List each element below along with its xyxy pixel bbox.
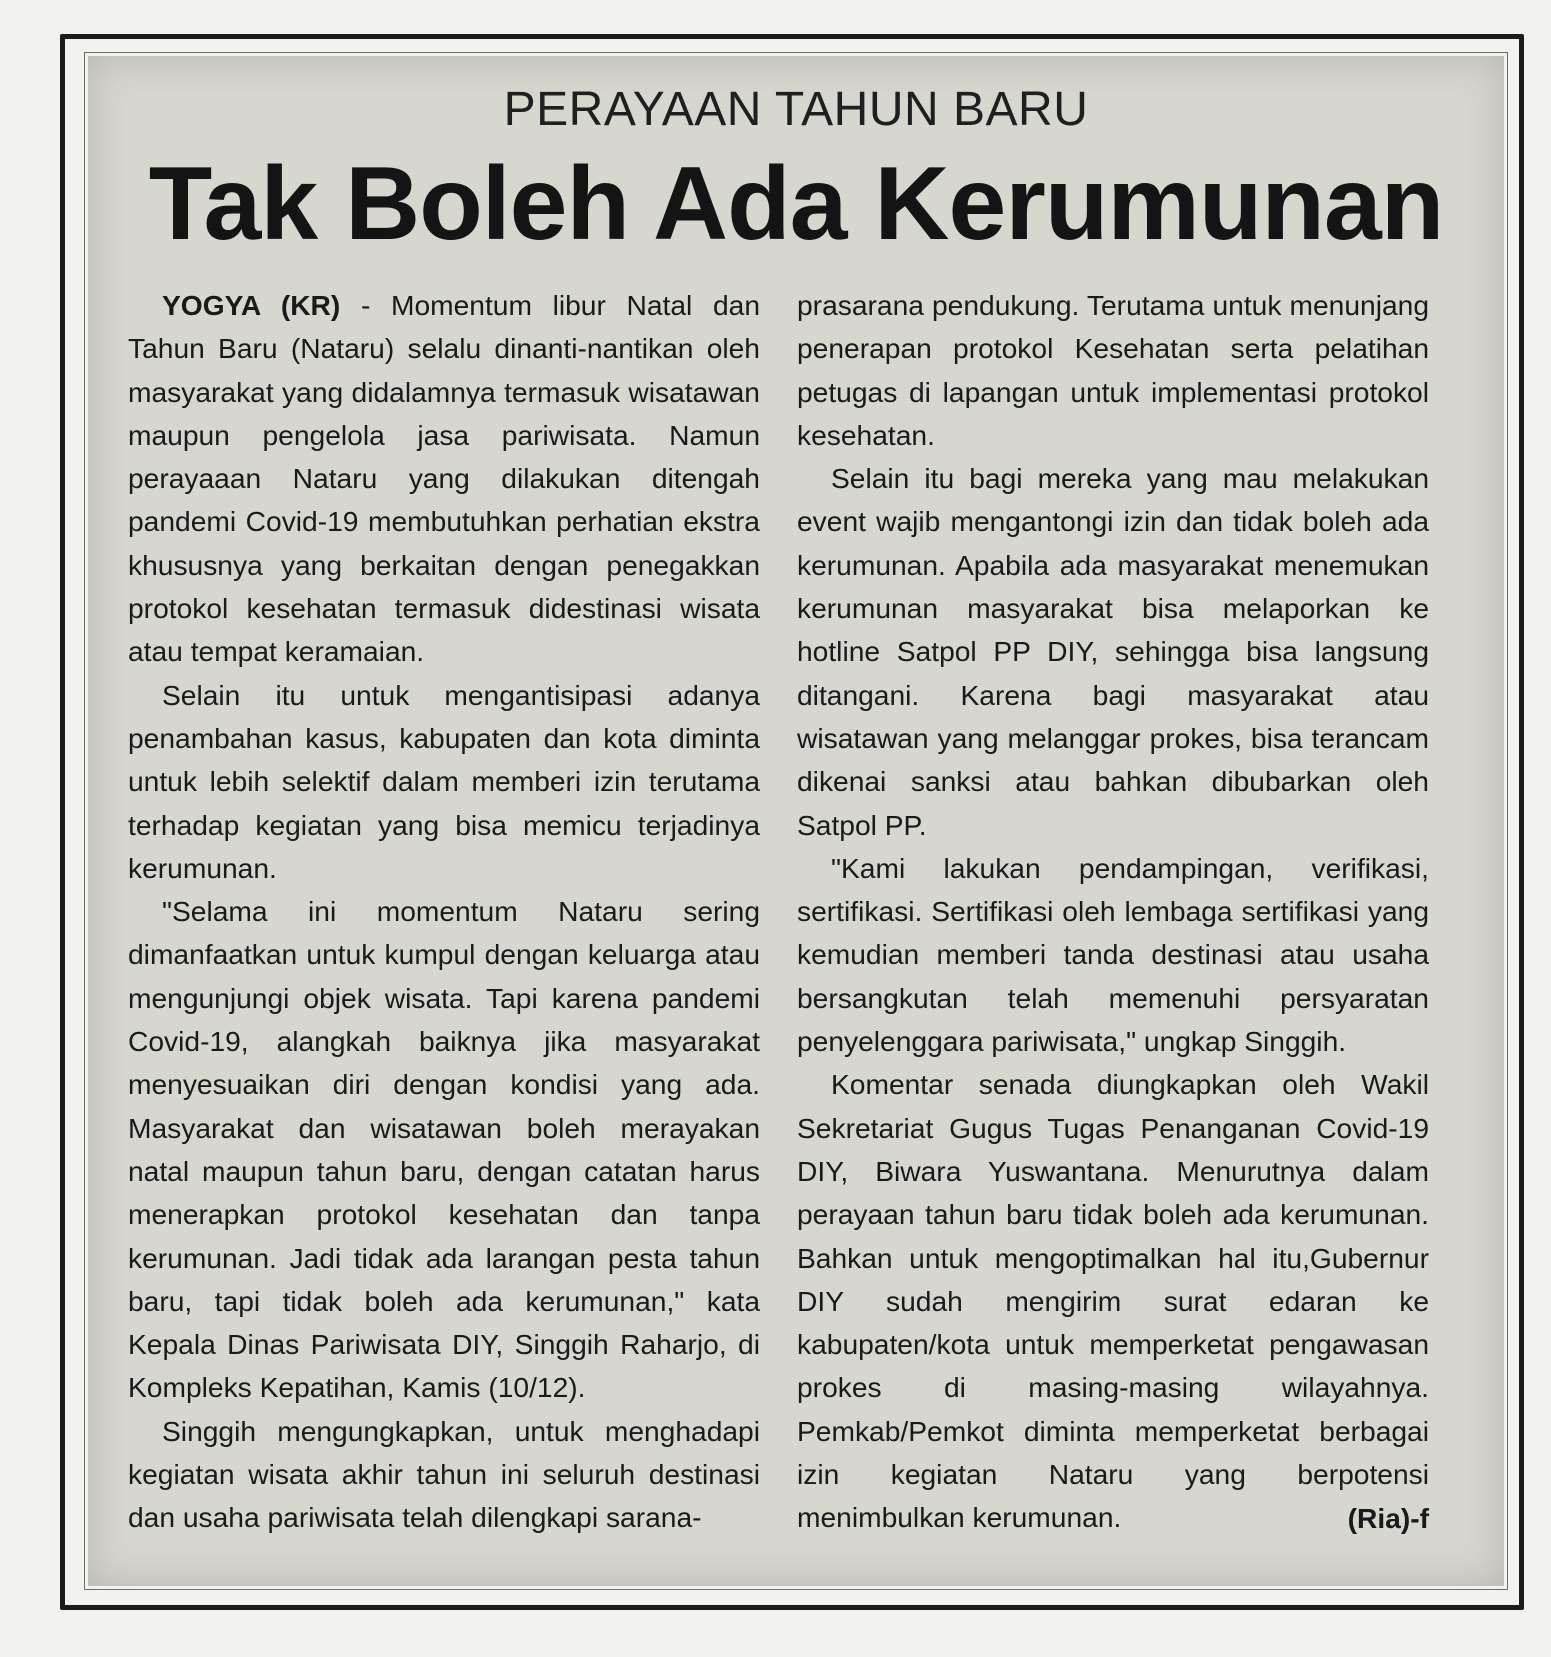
article-kicker: PERAYAAN TAHUN BARU (503, 83, 1089, 136)
byline: (Ria)-f (1347, 1501, 1429, 1534)
article-headline: Tak Boleh Ada Kerumunan (148, 146, 1444, 262)
paragraph-2: Selain itu untuk mengantisipasi adanya penambahan kasus, kabupaten dan kota diminta untuk lebih selektif dalam memberi izin terutama terhadap kegiatan yang bisa memicu terjadinya kerumunan. (128, 678, 760, 884)
dateline: YOGYA (KR) (162, 289, 341, 321)
article-column-left (128, 284, 760, 1540)
paragraph-6: Selain itu bagi mereka yang mau melakukan event wajib mengantongi izin dan tidak boleh ada kerumunan. Apabila ada masyarakat menemukan kerumunan masyarakat bisa melaporkan ke hotline Satpol PP DIY, sehingga bisa langsung ditangani. Karena bagi masyarakat atau wisatawan yang melanggar prokes, bisa terancam dikenai sanksi atau bahkan dibubarkan oleh Satpol PP. (797, 462, 1429, 841)
paragraph-8: Komentar senada diungkapkan oleh Wakil Sekretariat Gugus Tugas Penanganan Covid-19 DIY, Biwara Yuswantana. Menurutnya dalam perayaan tahun baru tidak boleh ada kerumunan. Bahkan untuk mengoptimalkan hal itu,Gubernur DIY sudah mengirim surat edaran ke kabupaten/kota untuk memperketat pengawasan prokes di masing-masing wilayahnya. Pemkab/Pemkot diminta memperketat berbagai izin kegiatan Nataru yang berpotensi menimbulkan kerumunan. (797, 1068, 1429, 1534)
paragraph-3: "Selama ini momentum Nataru sering dimanfaatkan untuk kumpul dengan keluarga atau mengunjungi objek wisata. Tapi karena pandemi Covid-19, alangkah baiknya jika masyarakat menyesuaikan diri dengan kondisi yang ada. Masyarakat dan wisatawan boleh merayakan natal maupun tahun baru, dengan catatan harus menerapkan protokol kesehatan dan tanpa kerumunan. Jadi tidak ada larangan pesta tahun baru, tapi tidak boleh ada kerumunan," kata Kepala Dinas Pariwisata DIY, Singgih Raharjo, di Kompleks Kepatihan, Kamis (10/12). (128, 895, 760, 1404)
paragraph-4: Singgih mengungkapkan, untuk menghadapi kegiatan wisata akhir tahun ini seluruh destinasi dan usaha pariwisata telah dilengkapi sarana- (128, 1414, 760, 1534)
paragraph-1 (128, 284, 760, 674)
paragraph-7: "Kami lakukan pendampingan, verifikasi, sertifikasi. Sertifikasi oleh lembaga sertifikasi yang kemudian memberi tanda destinasi atau usaha bersangkutan telah memenuhi persyaratan penyelenggara pariwisata," ungkap Singgih. (797, 851, 1429, 1058)
paragraph-5: prasarana pendukung. Terutama untuk menunjang penerapan protokol Kesehatan serta pelatihan petugas di lapangan untuk implementasi protokol kesehatan. (797, 289, 1429, 451)
paragraph-1-text: - Momentum libur Natal dan Tahun Baru (Nataru) selalu dinanti-nantikan oleh masyarakat yang didalamnya termasuk wisatawan maupun pengelola jasa pariwisata. Namun perayaaan Nataru yang dilakukan ditengah pandemi Covid-19 membutuhkan perhatian ekstra khususnya yang berkaitan dengan penegakkan protokol kesehatan termasuk didestinasi wisata atau tempat keramaian. (128, 289, 760, 668)
article-column-right (797, 284, 1429, 1540)
